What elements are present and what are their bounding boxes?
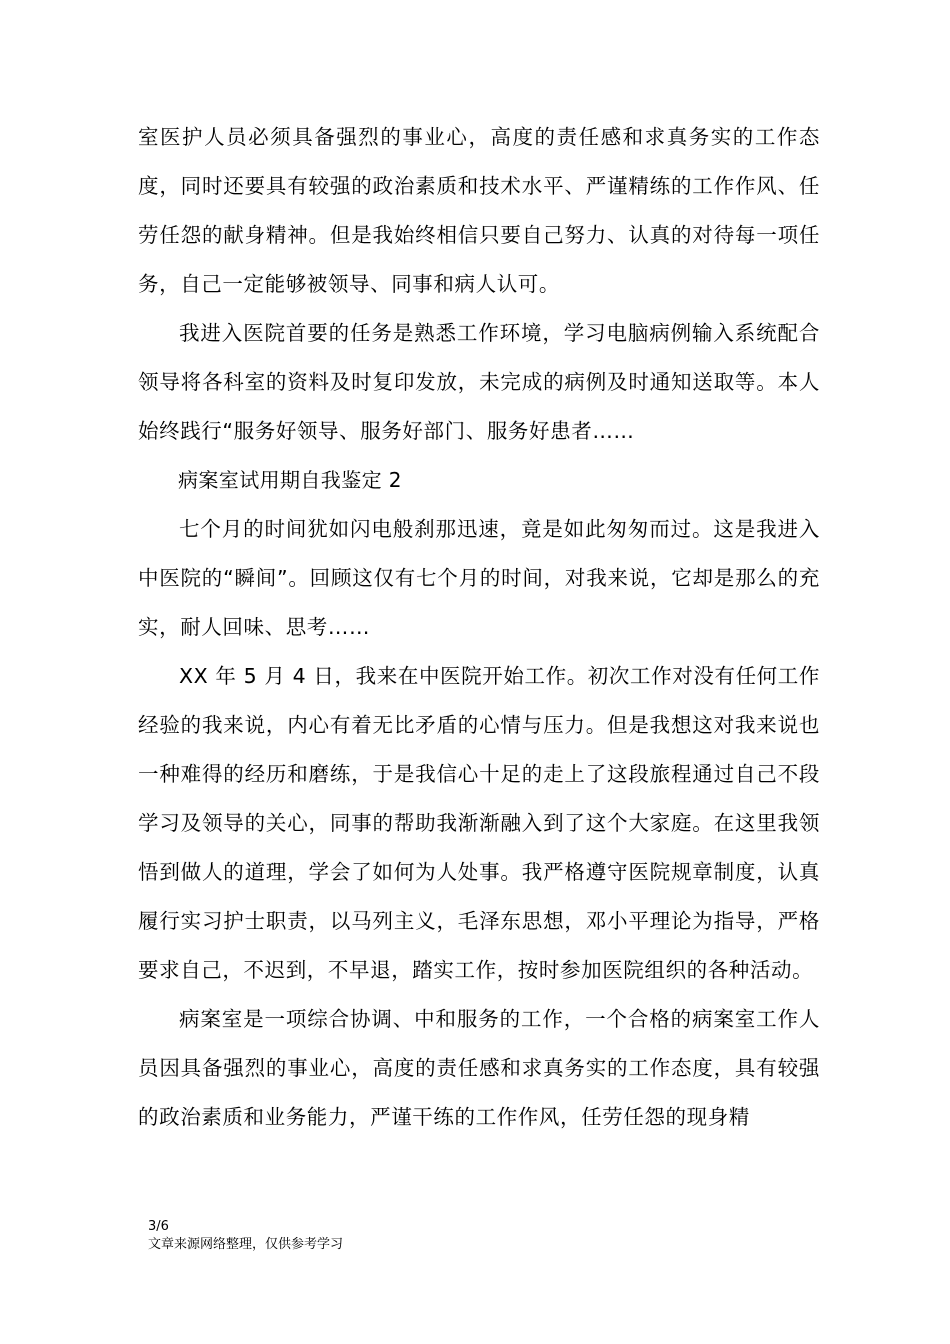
paragraph-1: 室医护人员必须具备强烈的事业心，高度的责任感和求真务实的工作态度，同时还要具有较强的政治素质和技术水平、严谨精练的工作作风、任劳任怨的献身精神。但是我始终相信只要自己努力、认真的对待每一项任务，自己一定能够被领导、同事和病人认可。 <box>138 125 820 296</box>
paragraph-4: XX 年 5 月 4 日，我来在中医院开始工作。初次工作对没有任何工作经验的我来说，内心有着无比矛盾的心情与压力。但是我想这对我来说也一种难得的经历和磨练，于是我信心十足的走上了这段旅程通过自己不段学习及领导的关心，同事的帮助我渐渐融入到了这个大家庭。在这里我领悟到做人的道理，学会了如何为人处事。我严格遵守医院规章制度，认真履行实习护士职责，以马列主义，毛泽东思想，邓小平理论为指导，严格要求自己，不迟到，不早退，踏实工作，按时参加医院组织的各种活动。 <box>138 664 820 982</box>
paragraph-2: 我进入医院首要的任务是熟悉工作环境，学习电脑病例输入系统配合领导将各科室的资料及时复印发放，未完成的病例及时通知送取等。本人始终践行“服务好领导、服务好部门、服务好患者…… <box>138 321 820 443</box>
page-footer <box>148 1218 343 1254</box>
footer-note: 文章来源网络整理，仅供参考学习 <box>148 1237 344 1252</box>
paragraph-5: 病案室是一项综合协调、中和服务的工作，一个合格的病案室工作人员因具备强烈的事业心，高度的责任感和求真务实的工作态度，具有较强的政治素质和业务能力，严谨干练的工作作风，任劳任怨的现身精 <box>138 1007 820 1129</box>
paragraph-3: 七个月的时间犹如闪电般刹那迅速，竟是如此匆匆而过。这是我进入中医院的“瞬间”。回顾这仅有七个月的时间，对我来说，它却是那么的充实，耐人回味、思考…… <box>138 517 820 639</box>
page-number: 3/6 <box>148 1219 169 1234</box>
section-heading: 病案室试用期自我鉴定 2 <box>178 468 402 492</box>
document-body <box>138 113 820 1142</box>
